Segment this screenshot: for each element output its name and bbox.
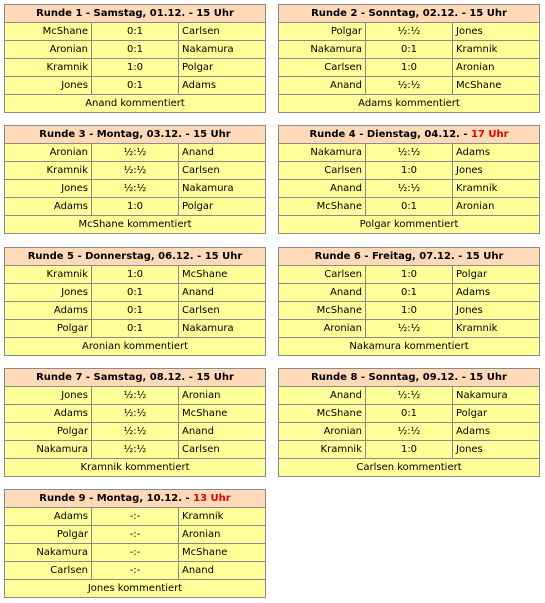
white-player: McShane: [5, 23, 92, 41]
black-player: McShane: [453, 77, 540, 95]
game-result: 1:0: [92, 59, 179, 77]
white-player: Anand: [279, 284, 366, 302]
white-player: Polgar: [5, 423, 92, 441]
white-player: Carlsen: [5, 562, 92, 580]
game-row: [279, 423, 540, 441]
round-header: [5, 369, 266, 387]
black-player: Nakamura: [453, 387, 540, 405]
round-time: 15 Uhr: [196, 372, 234, 383]
game-result: 0:1: [366, 405, 453, 423]
round-table: [4, 247, 266, 356]
black-player: Adams: [453, 284, 540, 302]
black-player: Nakamura: [179, 320, 266, 338]
game-row: [5, 77, 266, 95]
white-player: Carlsen: [279, 266, 366, 284]
round-time: 15 Uhr: [204, 251, 243, 262]
black-player: Polgar: [179, 198, 266, 216]
white-player: Jones: [5, 284, 92, 302]
white-player: Jones: [5, 180, 92, 198]
game-row: [279, 198, 540, 216]
black-player: Kramnik: [453, 41, 540, 59]
commentator: Carlsen kommentiert: [279, 459, 540, 477]
game-result: 1:0: [92, 266, 179, 284]
black-player: Kramnik: [453, 320, 540, 338]
white-player: McShane: [279, 405, 366, 423]
white-player: Aronian: [279, 320, 366, 338]
game-result: 0:1: [92, 320, 179, 338]
game-result: 1:0: [92, 198, 179, 216]
white-player: Jones: [5, 387, 92, 405]
game-row: [5, 162, 266, 180]
black-player: McShane: [179, 544, 266, 562]
round-header: [279, 126, 540, 144]
game-result: ½:½: [92, 405, 179, 423]
round-title: Runde 4 - Dienstag, 04.12. -: [309, 129, 471, 140]
black-player: Anand: [179, 562, 266, 580]
white-player: McShane: [279, 198, 366, 216]
commentator: Kramnik kommentiert: [5, 459, 266, 477]
game-result: ½:½: [92, 441, 179, 459]
round-header: [5, 490, 266, 508]
round-title: Runde 2 - Sonntag, 02.12. -: [311, 8, 470, 19]
game-result: -:-: [92, 526, 179, 544]
commentator: Jones kommentiert: [5, 580, 266, 598]
game-row: [5, 544, 266, 562]
round-title: Runde 8 - Sonntag, 09.12. -: [311, 372, 470, 383]
game-result: -:-: [92, 562, 179, 580]
game-result: ½:½: [366, 423, 453, 441]
black-player: Jones: [453, 162, 540, 180]
black-player: Aronian: [179, 387, 266, 405]
game-result: -:-: [92, 544, 179, 562]
black-player: Jones: [453, 441, 540, 459]
round-time: 17 Uhr: [470, 129, 509, 140]
game-row: [5, 423, 266, 441]
round-table: [4, 368, 266, 477]
white-player: Kramnik: [5, 162, 92, 180]
black-player: Jones: [453, 302, 540, 320]
game-result: 0:1: [92, 77, 179, 95]
commentator: Nakamura kommentiert: [279, 338, 540, 356]
round-table: [4, 125, 266, 234]
game-row: [5, 144, 266, 162]
game-row: [5, 526, 266, 544]
round-header: [279, 248, 540, 266]
game-row: [5, 405, 266, 423]
game-row: [5, 441, 266, 459]
white-player: Anand: [279, 180, 366, 198]
game-result: ½:½: [366, 387, 453, 405]
round-table: [278, 368, 540, 477]
black-player: McShane: [179, 266, 266, 284]
round-title: Runde 3 - Montag, 03.12. -: [39, 129, 194, 140]
game-row: [5, 284, 266, 302]
game-row: [5, 320, 266, 338]
round-table: [278, 125, 540, 234]
white-player: Adams: [5, 405, 92, 423]
round-time: 15 Uhr: [469, 8, 507, 19]
white-player: Kramnik: [5, 266, 92, 284]
round-title: Runde 1 - Samstag, 01.12. -: [36, 8, 197, 19]
game-row: [279, 77, 540, 95]
game-result: 0:1: [366, 198, 453, 216]
black-player: McShane: [179, 405, 266, 423]
black-player: Aronian: [179, 526, 266, 544]
black-player: Aronian: [453, 59, 540, 77]
round-table: [278, 4, 540, 113]
game-row: [279, 387, 540, 405]
white-player: Kramnik: [5, 59, 92, 77]
game-result: 1:0: [366, 59, 453, 77]
black-player: Nakamura: [179, 41, 266, 59]
black-player: Kramnik: [453, 180, 540, 198]
game-row: [5, 508, 266, 526]
game-row: [5, 41, 266, 59]
game-result: ½:½: [366, 23, 453, 41]
white-player: Adams: [5, 198, 92, 216]
commentator: McShane kommentiert: [5, 216, 266, 234]
white-player: Kramnik: [279, 441, 366, 459]
commentator: Polgar kommentiert: [279, 216, 540, 234]
game-result: 0:1: [92, 302, 179, 320]
game-row: [279, 405, 540, 423]
game-row: [5, 562, 266, 580]
white-player: McShane: [279, 302, 366, 320]
game-row: [5, 387, 266, 405]
commentator: Anand kommentiert: [5, 95, 266, 113]
game-result: 0:1: [366, 284, 453, 302]
white-player: Polgar: [5, 320, 92, 338]
black-player: Aronian: [453, 198, 540, 216]
white-player: Nakamura: [5, 544, 92, 562]
game-row: [279, 41, 540, 59]
game-row: [279, 144, 540, 162]
black-player: Carlsen: [179, 302, 266, 320]
game-result: -:-: [92, 508, 179, 526]
game-result: 0:1: [366, 41, 453, 59]
white-player: Anand: [279, 77, 366, 95]
white-player: Aronian: [279, 423, 366, 441]
black-player: Carlsen: [179, 441, 266, 459]
game-result: 1:0: [366, 302, 453, 320]
round-time: 15 Uhr: [196, 8, 234, 19]
game-result: ½:½: [92, 423, 179, 441]
black-player: Carlsen: [179, 162, 266, 180]
game-result: ½:½: [366, 144, 453, 162]
round-header: [5, 5, 266, 23]
round-title: Runde 7 - Samstag, 08.12. -: [36, 372, 197, 383]
black-player: Polgar: [453, 266, 540, 284]
white-player: Adams: [5, 508, 92, 526]
black-player: Polgar: [179, 59, 266, 77]
game-row: [279, 320, 540, 338]
game-result: 0:1: [92, 284, 179, 302]
game-row: [279, 284, 540, 302]
round-header: [5, 248, 266, 266]
round-time: 15 Uhr: [193, 129, 231, 140]
round-header: [5, 126, 266, 144]
white-player: Nakamura: [279, 41, 366, 59]
commentator: Aronian kommentiert: [5, 338, 266, 356]
round-time: 13 Uhr: [193, 493, 231, 504]
black-player: Anand: [179, 423, 266, 441]
game-row: [279, 23, 540, 41]
game-row: [5, 180, 266, 198]
round-header: [279, 5, 540, 23]
game-result: ½:½: [366, 320, 453, 338]
game-row: [279, 180, 540, 198]
game-row: [5, 198, 266, 216]
round-time: 15 Uhr: [469, 372, 507, 383]
white-player: Carlsen: [279, 59, 366, 77]
black-player: Kramnik: [179, 508, 266, 526]
game-result: ½:½: [92, 387, 179, 405]
black-player: Anand: [179, 284, 266, 302]
white-player: Jones: [5, 77, 92, 95]
white-player: Nakamura: [5, 441, 92, 459]
round-table: [278, 247, 540, 356]
game-result: 1:0: [366, 162, 453, 180]
white-player: Polgar: [5, 526, 92, 544]
game-result: ½:½: [92, 162, 179, 180]
white-player: Nakamura: [279, 144, 366, 162]
black-player: Jones: [453, 23, 540, 41]
game-row: [5, 59, 266, 77]
black-player: Adams: [179, 77, 266, 95]
white-player: Adams: [5, 302, 92, 320]
black-player: Nakamura: [179, 180, 266, 198]
game-result: 0:1: [92, 41, 179, 59]
black-player: Adams: [453, 144, 540, 162]
black-player: Polgar: [453, 405, 540, 423]
game-row: [279, 162, 540, 180]
round-time: 15 Uhr: [465, 251, 504, 262]
white-player: Carlsen: [279, 162, 366, 180]
game-result: ½:½: [92, 144, 179, 162]
commentator: Adams kommentiert: [279, 95, 540, 113]
black-player: Adams: [453, 423, 540, 441]
white-player: Aronian: [5, 41, 92, 59]
white-player: Polgar: [279, 23, 366, 41]
game-row: [279, 441, 540, 459]
black-player: Carlsen: [179, 23, 266, 41]
game-row: [5, 266, 266, 284]
game-row: [5, 23, 266, 41]
round-title: Runde 5 - Donnerstag, 06.12. -: [27, 251, 205, 262]
game-row: [279, 302, 540, 320]
game-result: 1:0: [366, 441, 453, 459]
game-row: [279, 59, 540, 77]
round-header: [279, 369, 540, 387]
round-table: [4, 489, 266, 598]
game-result: 1:0: [366, 266, 453, 284]
game-row: [279, 266, 540, 284]
game-result: 0:1: [92, 23, 179, 41]
white-player: Anand: [279, 387, 366, 405]
game-row: [5, 302, 266, 320]
game-result: ½:½: [92, 180, 179, 198]
round-title: Runde 9 - Montag, 10.12. -: [39, 493, 194, 504]
game-result: ½:½: [366, 77, 453, 95]
white-player: Aronian: [5, 144, 92, 162]
round-table: [4, 4, 266, 113]
game-result: ½:½: [366, 180, 453, 198]
round-title: Runde 6 - Freitag, 07.12. -: [314, 251, 466, 262]
black-player: Anand: [179, 144, 266, 162]
